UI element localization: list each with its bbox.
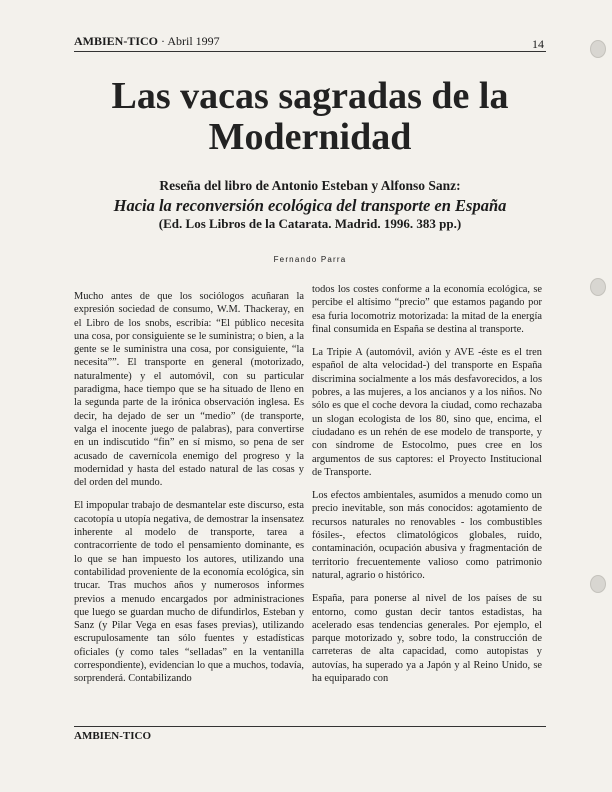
punch-hole [590, 575, 606, 593]
title-line-1: Las vacas sagradas de la [111, 75, 509, 117]
review-subtitle: Reseña del libro de Antonio Esteban y Alfonso Sanz: [159, 178, 461, 193]
paragraph: todos los costes conforme a la economía ecológica, se percibe el altísimo “precio” que estamos pagando por esa furia locomotriz motorizada: la mitad de la energía final consumida en España se destina al transporte. [312, 284, 542, 335]
right-column [312, 283, 542, 695]
left-column [74, 290, 304, 696]
footer-rule [74, 726, 546, 727]
paragraph: La Tripie A (automóvil, avión y AVE -éste es el tren español de alta velocidad-) del transporte en España discrimina socialmente a los más desfavorecidos, a los pobres, a las mujeres, a los ancianos y a los niños. No sólo es que el coche devora la ciudad, como rechazaba un slogan ecologista de los 80, sino que, encima, el ciudadano es un rehén de ese modelo de transporte, y con síndrome de Estocolmo, pues cree en los argumentos de sus captores: el Proyecto Institucional de Transporte. [312, 347, 542, 478]
header-rule [74, 51, 546, 52]
running-footer: AMBIEN-TICO [74, 730, 152, 742]
page-number: 14 [532, 37, 544, 51]
book-title: Hacia la reconversión ecológica del transporte en España [113, 196, 507, 215]
author-byline: Fernando Parra [273, 255, 347, 264]
magazine-name: AMBIEN-TICO [74, 34, 159, 48]
paragraph: Mucho antes de que los sociólogos acuñaran la expresión sociedad de consumo, W.M. Thackeray, en el Libro de los snobs, escribía: “El público necesita una cosa, por consiguiente se le suministra; o bien, a la gente se le suministra una cosa, por consiguiente, “la necesita””. El transporte en general (motorizado, naturalmente) y el automóvil, con su particular paradigma, hace tiempo que se ha situado de lleno en la segunda parte de la irónica observación inglesa. Es decir, ha dejado de ser un “medio” (de transporte, valga el inocente juego de palabras), para convertirse en un indiscutido “fin” en sí mismo, so pena de ser acusado de cavernícola enemigo del progreso y la modernidad y hasta del estado natural de las cosas y del orden del mundo. [74, 291, 304, 489]
punch-hole [590, 278, 606, 296]
punch-hole [590, 40, 606, 58]
paragraph: Los efectos ambientales, asumidos a menudo como un precio inevitable, son más conocidos: agotamiento de recursos naturales no renovables - los combustibles fósiles-, efectos climatológicos globales, ruido, contaminación, ocupación abusiva y fragmentación de territorio frecuentemente valioso como patrimonio natural, agrario o histórico. [312, 490, 542, 581]
book-publication-info: (Ed. Los Libros de la Catarata. Madrid. 1996. 383 pp.) [158, 216, 462, 231]
title-line-2: Modernidad [208, 116, 412, 158]
paragraph: España, para ponerse al nivel de los países de su entorno, como gustan decir tantos estadistas, ha acelerado esas tendencias generales. Por ejemplo, el parque motorizado y, sobre todo, la construcción de carreteras de alta capacidad, como autopistas y autovías, ha superado ya a Japón y al Reino Unido, se ha equiparado con [312, 593, 542, 685]
paragraph: El impopular trabajo de desmantelar este discurso, esta cacotopía u utopía negativa, de demostrar la insensatez inherente al modelo de transporte, tarea a contracorriente de todo el pensamiento dominante, es lo que se han impuesto los autores, utilizando una contabilidad proveniente de la economía ecológica, sin trucar. Tras muchos años y numerosos informes previos a menudo encargados por administraciones que luego se guardan mucho de difundirlos, Esteban y Sanz (y Pilar Vega en esas fases previas), utilizando escrupulosamente tan sólo fuentes y estadísticas oficiales (y como tales “selladas” en la ventanilla correspondiente), evidencian lo que a muchos, todavía, sorprenderá. Contabilizando [74, 500, 304, 685]
issue-date: · Abril 1997 [161, 34, 220, 48]
running-header [74, 34, 544, 49]
article-title [74, 76, 546, 158]
